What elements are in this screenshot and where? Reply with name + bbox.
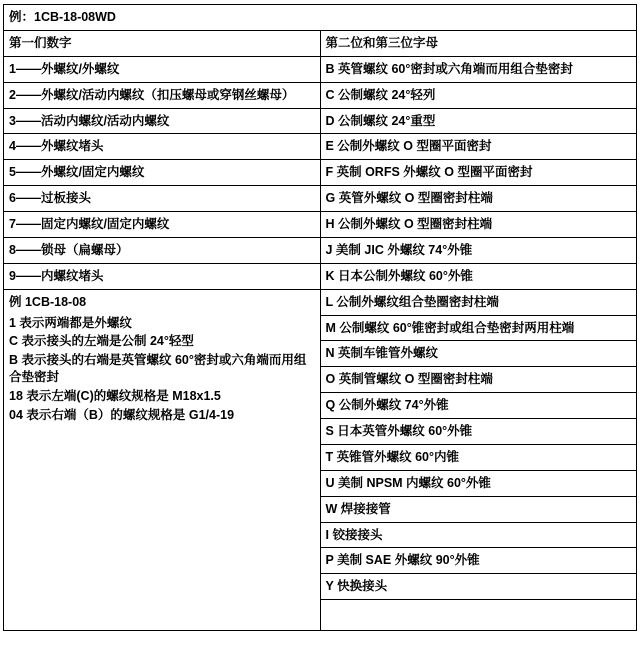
right-entry-M: M 公制螺纹 60°锥密封或组合垫密封两用柱端 [320,315,637,341]
right-entry-P: P 美制 SAE 外螺纹 90°外锥 [320,548,637,574]
left-entry-7: 7——固定内螺纹/固定内螺纹 [4,212,321,238]
right-entry-T: T 英锥管外螺纹 60°内锥 [320,444,637,470]
right-entry-C: C 公制螺纹 24°轻列 [320,82,637,108]
left-entry-5: 5——外螺纹/固定内螺纹 [4,160,321,186]
right-entry-Y: Y 快换接头 [320,574,637,600]
right-entry-blank [320,600,637,631]
example-line-4: 18 表示左端(C)的螺纹规格是 M18x1.5 [9,389,221,403]
right-entry-G: G 英管外螺纹 O 型圈密封柱端 [320,186,637,212]
right-entry-U: U 美制 NPSM 内螺纹 60°外锥 [320,470,637,496]
left-entry-9: 9——内螺纹堵头 [4,263,321,289]
table-row [4,237,637,263]
right-entry-F: F 英制 ORFS 外螺纹 O 型圈平面密封 [320,160,637,186]
right-entry-N: N 英制车锥管外螺纹 [320,341,637,367]
table-row-title [4,5,637,31]
table-row [4,186,637,212]
table-row [4,108,637,134]
right-entry-K: K 日本公制外螺纹 60°外锥 [320,263,637,289]
left-entry-4: 4——外螺纹堵头 [4,134,321,160]
column-header-right: 第二位和第三位字母 [320,30,637,56]
example-line-1: 1 表示两端都是外螺纹 [9,315,132,330]
right-entry-J: J 美制 JIC 外螺纹 74°外锥 [320,237,637,263]
right-entry-L: L 公制外螺纹组合垫圈密封柱端 [320,289,637,315]
right-entry-S: S 日本英管外螺纹 60°外锥 [320,419,637,445]
right-entry-D: D 公制螺纹 24°重型 [320,108,637,134]
document-page [0,4,640,651]
right-entry-I: I 铰接接头 [320,522,637,548]
column-header-left: 第一们数字 [4,30,321,56]
table-row [4,263,637,289]
right-entry-E: E 公制外螺纹 O 型圈平面密封 [320,134,637,160]
left-entry-2: 2——外螺纹/活动内螺纹（扣压螺母或穿钢丝螺母） [4,82,321,108]
left-entry-6: 6——过板接头 [4,186,321,212]
example-line-5: 04 表示右端（B）的螺纹规格是 G1/4-19 [9,407,235,422]
example-title: 例 1CB-18-08 [9,294,87,309]
right-entry-B: B 英管螺纹 60°密封或六角端而用组合垫密封 [320,56,637,82]
left-entry-8: 8——锁母（扁螺母） [4,237,321,263]
right-entry-H: H 公制外螺纹 O 型圈密封柱端 [320,212,637,238]
specification-table [3,4,637,631]
right-entry-W: W 焊接接管 [320,496,637,522]
example-line-2: C 表示接头的左端是公制 24°轻型 [9,334,194,349]
right-entry-Q: Q 公制外螺纹 74°外锥 [320,393,637,419]
left-entry-3: 3——活动内螺纹/活动内螺纹 [4,108,321,134]
left-entry-1: 1——外螺纹/外螺纹 [4,56,321,82]
example-line-3: B 表示接头的右端是英管螺纹 60°密封或六角端而用组合垫密封 [9,353,307,385]
document-title: 例：1CB-18-08WD [4,5,637,31]
table-row [4,160,637,186]
example-block [4,289,321,631]
table-row [4,82,637,108]
right-entry-O: O 英制管螺纹 O 型圈密封柱端 [320,367,637,393]
table-row-header [4,30,637,56]
table-row [4,134,637,160]
table-row [4,289,637,315]
table-row [4,56,637,82]
table-row [4,212,637,238]
